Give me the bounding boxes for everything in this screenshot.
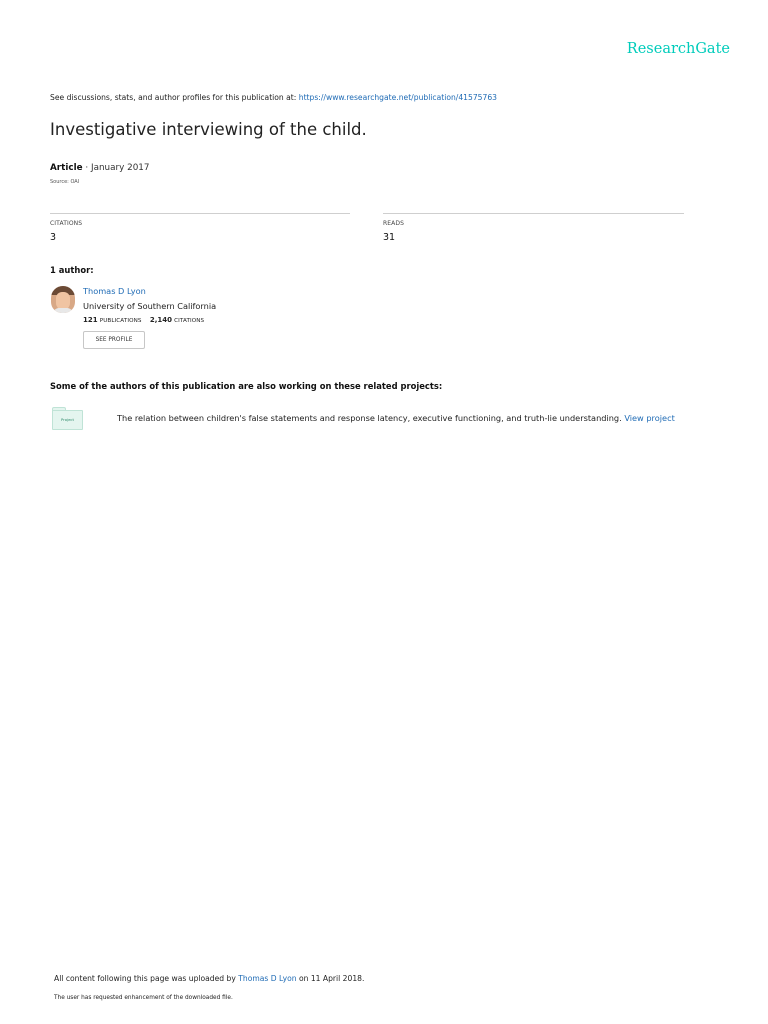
authors-heading: 1 author:: [50, 265, 94, 275]
publications-label: PUBLICATIONS: [99, 318, 142, 324]
author-name-link[interactable]: Thomas D Lyon: [83, 286, 146, 296]
reads-value: 31: [383, 232, 396, 243]
publication-url-link[interactable]: https://www.researchgate.net/publication/41575763: [298, 93, 497, 102]
see-profile-button[interactable]: SEE PROFILE: [83, 331, 145, 349]
article-date: January 2017: [90, 163, 150, 173]
citations-value: 3: [50, 232, 57, 243]
article-meta: [50, 163, 150, 173]
author-citations-count: 2,140: [149, 316, 173, 324]
avatar-shirt: [53, 308, 73, 313]
author-avatar[interactable]: [51, 286, 75, 313]
reads-divider: [383, 213, 684, 214]
upload-notice: [54, 974, 364, 983]
meta-separator: ·: [85, 163, 89, 173]
citations-divider: [50, 213, 350, 214]
reads-label: READS: [383, 220, 404, 227]
project-entry: [117, 413, 675, 423]
view-project-link[interactable]: View project: [624, 413, 675, 423]
uploader-link[interactable]: Thomas D Lyon: [238, 974, 297, 983]
intro-line: [50, 93, 497, 102]
upload-suffix: on 11 April 2018.: [298, 974, 365, 983]
publications-count: 121: [83, 316, 98, 324]
article-type: Article: [50, 163, 83, 173]
author-metrics: [83, 316, 204, 324]
project-icon-label: Project: [52, 410, 83, 430]
article-source: Source: OAI: [50, 179, 80, 185]
project-description: The relation between children's false statements and response latency, executive functioning, and truth-lie understanding.: [117, 413, 622, 423]
upload-prefix: All content following this page was uploaded by: [54, 974, 236, 983]
researchgate-logo[interactable]: ResearchGate: [626, 41, 730, 57]
author-citations-label: CITATIONS: [174, 318, 205, 324]
enhancement-note: The user has requested enhancement of the downloaded file.: [54, 995, 233, 1001]
intro-text: See discussions, stats, and author profiles for this publication at:: [50, 93, 297, 102]
projects-heading: Some of the authors of this publication are also working on these related projects:: [50, 381, 443, 391]
author-affiliation: University of Southern California: [83, 301, 217, 311]
project-folder-icon: [52, 407, 81, 428]
citations-label: CITATIONS: [50, 220, 83, 227]
page-title: Investigative interviewing of the child.: [50, 120, 367, 139]
